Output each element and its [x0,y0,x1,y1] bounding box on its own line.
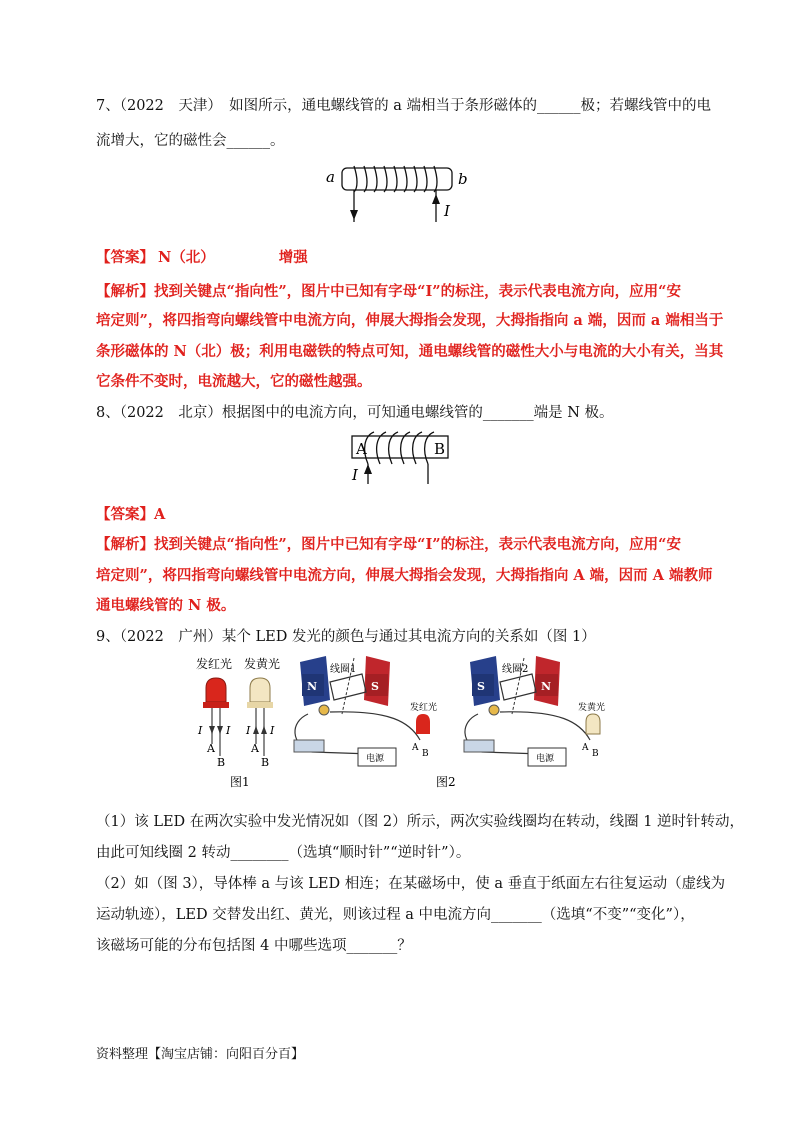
q8-analysis-line3: 通电螺线管的 N 极。 [96,597,236,614]
fig2-left-B: B [422,749,429,759]
fig1-red-label: 发红光 [196,657,233,671]
page-footer: 资料整理【淘宝店铺：向阳百分百】 [96,1047,305,1062]
q8-label-I: I [352,466,358,484]
fig2-yellow-light-label: 发黄光 [578,703,606,713]
q7-answer-tag: 【答案】 [96,249,154,266]
q9-sub2-line1: （2）如（图 3），导体棒 a 与该 LED 相连；在某磁场中，使 a 垂直于纸面左右往复运动（虚线为 [96,876,726,892]
q8-answer-value: A [154,506,166,523]
q7-analysis-line1 [96,282,681,302]
fig2-right-power: 电源 [536,754,555,764]
q8-answer-tag: 【答案】 [96,506,154,523]
q7-answer [96,248,308,268]
fig1-B-red: B [217,756,226,769]
fig2-coil2-label: 线圈2 [502,664,529,675]
fig1-I-yleft: I [246,724,251,737]
q8-stem: 8、（2022 北京）根据图中的电流方向，可知通电螺线管的_______端是 N 极。 [96,405,614,421]
fig2-red-light-label: 发红光 [410,703,438,713]
q7-answer-2: 增强 [278,249,308,266]
q7-solenoid-figure [320,158,480,230]
fig1-A-yellow: A [251,742,259,755]
q9-sub2-line2: 运动轨迹），LED 交替发出红、黄光，则该过程 a 中电流方向_______（选填“不变”“变化”）， [96,907,695,923]
q8-label-B: B [434,440,446,458]
fig2-caption: 图2 [436,775,456,789]
q9-figure2 [436,652,616,790]
fig2-apparatus-left [294,656,437,766]
fig1-I-yright: I [270,724,275,737]
q8-analysis-text1: 找到关键点“指向性”，图片中已知有字母“I”的标注，表示代表电流方向，应用“安 [154,536,681,553]
fig1-A-red: A [207,742,215,755]
q7-stem-line2: 流增大，它的磁性会______。 [96,133,285,149]
fig2-right-B: B [592,749,599,759]
fig1-B-yellow: B [261,756,270,769]
fig1-I-right: I [226,724,231,737]
q8-analysis-line1 [96,535,681,555]
q9-stem: 9、（2022 广州）某个 LED 发光的颜色与通过其电流方向的关系如（图 1） [96,629,596,645]
fig1-I-left: I [198,724,203,737]
q8-solenoid-figure [348,430,452,488]
fig2-left-power: 电源 [366,754,385,764]
q8-analysis-tag: 【解析】 [96,536,154,553]
q8-answer [96,505,165,525]
q7-answer-1: N（北） [158,249,215,266]
fig2-left-N: N [307,680,318,693]
fig2-left-S: S [371,680,379,693]
fig1-caption: 图1 [230,775,250,789]
q7-label-a: a [326,168,335,186]
q9-sub1-line1: （1）该 LED 在两次实验中发光情况如（图 2）所示，两次实验线圈均在转动，线圈 1 逆时针转动， [96,814,745,830]
fig2-left-A: A [412,743,419,753]
q7-analysis-text1: 找到关键点“指向性”，图片中已知有字母“I”的标注，表示代表电流方向，应用“安 [154,283,681,300]
q7-label-I: I [444,202,450,220]
q7-analysis-line4: 它条件不变时，电流越大，它的磁性越强。 [96,373,372,390]
q7-analysis-tag: 【解析】 [96,283,154,300]
q7-analysis-line3: 条形磁体的 N（北）极；利用电磁铁的特点可知，通电螺线管的磁性大小与电流的大小有关，当其 [96,343,724,360]
fig2-right-N: N [541,680,552,693]
fig2-coil1-label: 线圈1 [330,664,357,675]
q9-sub2-line3: 该磁场可能的分布包括图 4 中哪些选项_______？ [96,938,412,954]
q7-stem-line1: 7、（2022 天津） 如图所示，通电螺线管的 a 端相当于条形磁体的______极；若螺线管中的电 [96,98,711,114]
fig2-right-A: A [582,743,589,753]
fig2-right-S: S [477,680,485,693]
q8-label-A: A [356,440,367,458]
q7-label-b: b [458,170,468,188]
q7-analysis-line2: 培定则”，将四指弯向螺线管中电流方向，伸展大拇指会发现，大拇指指向 a 端，因而 a 端相当于 [96,312,724,329]
q8-analysis-line2: 培定则”，将四指弯向螺线管中电流方向，伸展大拇指会发现，大拇指指向 A 端，因而 A 端教师 [96,567,713,584]
q9-sub1-line2: 由此可知线圈 2 转动________（选填“顺时针”“逆时针”）。 [96,845,471,861]
fig1-yellow-label: 发黄光 [244,657,281,671]
q9-figure1 [190,652,450,790]
